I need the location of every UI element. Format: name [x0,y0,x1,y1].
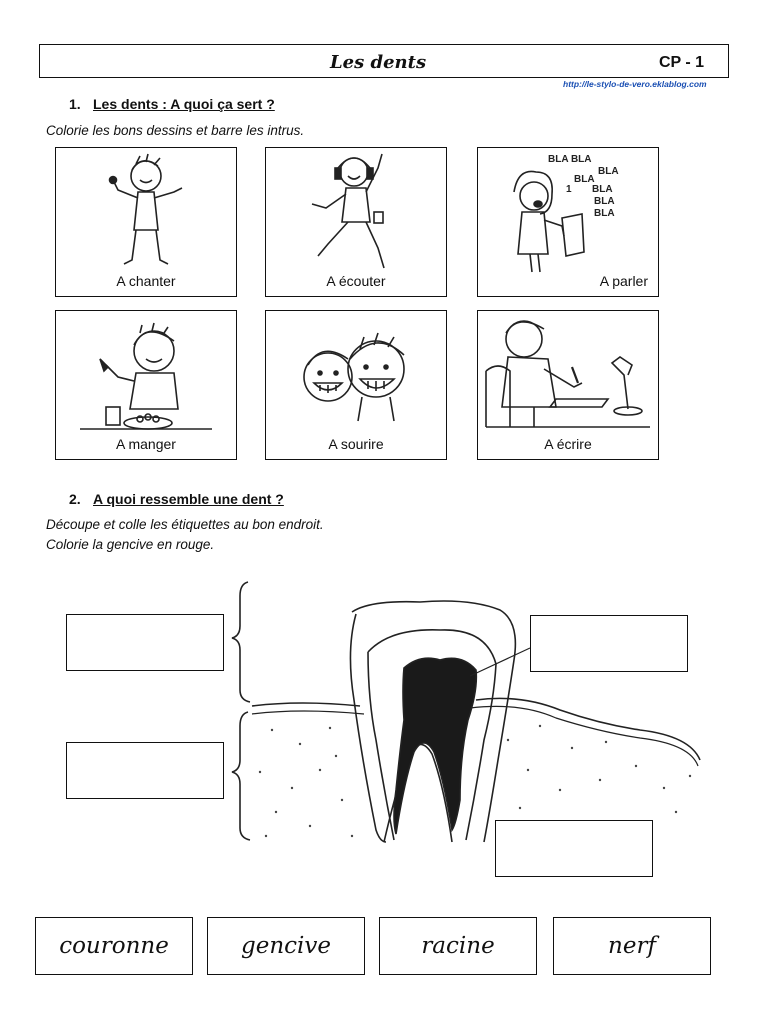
section-1-number: 1. [69,96,81,112]
section-1-title [69,96,275,112]
speech-one: 1 [566,184,572,195]
card-label: A chanter [116,273,176,289]
section-2-number: 2. [69,491,81,507]
eating-child-icon [56,311,236,436]
card-talking[interactable] [477,147,659,297]
card-label: A écrire [544,436,592,452]
page-title: Les dents [330,52,427,73]
section-1-instruction: Colorie les bons dessins et barre les intrus. [46,123,305,138]
nerf-pointer-line [470,648,530,676]
answer-box-nerve[interactable] [530,615,688,672]
card-label: A écouter [326,273,386,289]
speech-bla-2: BLA [598,166,619,177]
answer-box-root[interactable] [66,742,224,799]
label-card-gencive[interactable]: gencive [207,917,365,975]
card-smiling[interactable] [265,310,447,460]
card-listening[interactable] [265,147,447,297]
talking-child-icon [478,148,658,273]
card-label: A parler [599,273,648,289]
section-2-instruction-2: Colorie la gencive en rouge. [46,537,215,552]
section-2-heading: A quoi ressemble une dent ? [93,491,284,507]
card-writing[interactable] [477,310,659,460]
class-level: CP - 1 [659,54,705,71]
root-brace [232,712,250,840]
section-2-title [69,491,284,507]
card-label: A sourire [328,436,384,452]
section-2-instruction-1: Découpe et colle les étiquettes au bon endroit. [46,517,324,532]
answer-box-crown[interactable] [66,614,224,671]
source-link[interactable]: http://le-stylo-de-vero.eklablog.com [563,79,707,89]
writing-child-icon [478,311,658,436]
speech-bla-3: BLA [574,174,595,185]
singing-child-icon [56,148,236,273]
smiling-children-icon [266,311,446,436]
label-card-nerf[interactable]: nerf [553,917,711,975]
label-card-couronne[interactable]: couronne [35,917,193,975]
card-singing[interactable] [55,147,237,297]
section-1-heading: Les dents : A quoi ça sert ? [93,96,275,112]
pulp-shape [394,658,476,834]
speech-bla-1: BLA BLA [548,154,592,165]
speech-bla-4: BLA [592,184,613,195]
crown-brace [232,582,250,702]
card-eating[interactable] [55,310,237,460]
speech-bla-5: BLA [594,196,615,207]
answer-box-gum[interactable] [495,820,653,877]
speech-bla-6: BLA [594,208,615,219]
dancing-listening-child-icon [266,148,446,273]
card-label: A manger [116,436,176,452]
label-card-racine[interactable]: racine [379,917,537,975]
